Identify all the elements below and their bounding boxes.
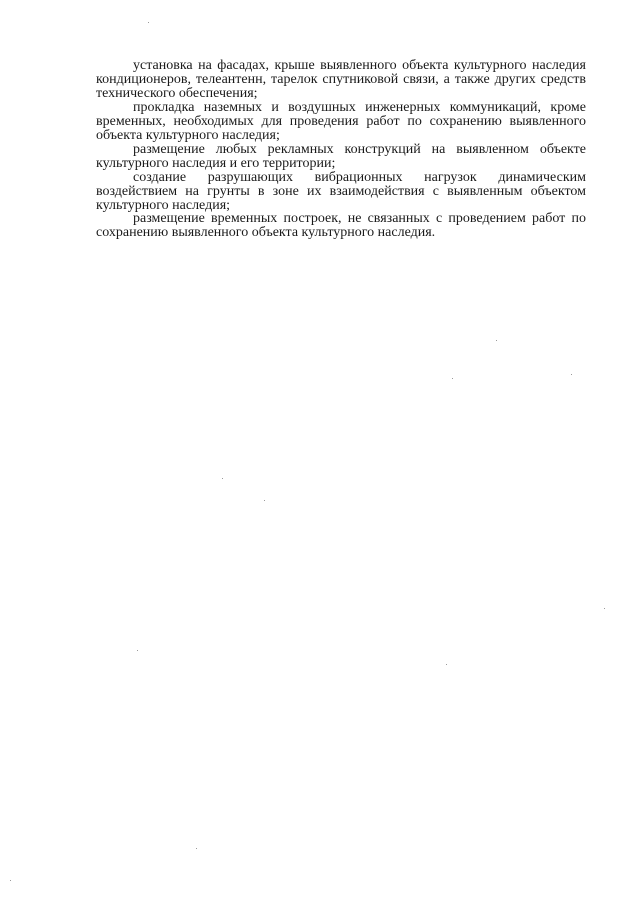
scan-speck <box>222 478 223 479</box>
paragraph-temporary-buildings: размещение временных построек, не связанных с проведением работ по сохранению выявленного объекта культурного наследия. <box>96 211 586 241</box>
scan-speck <box>137 650 138 651</box>
scan-speck <box>10 880 11 881</box>
scan-speck <box>264 500 265 501</box>
scan-speck <box>604 608 605 609</box>
scan-speck <box>452 378 453 379</box>
document-body <box>96 59 586 240</box>
scan-speck <box>196 848 197 849</box>
paragraph-facade-equipment: установка на фасадах, крыше выявленного объекта культурного наследия кондиционеров, телеантенн, тарелок спутниковой связи, а также других средств технического обеспечения; <box>96 58 586 101</box>
scan-speck <box>571 374 572 375</box>
scan-speck <box>148 22 149 23</box>
paragraph-advertising: размещение любых рекламных конструкций на выявленном объекте культурного наследия и его территории; <box>96 141 586 171</box>
paragraph-vibration-loads: создание разрушающих вибрационных нагрузок динамическим воздействием на грунты в зоне их взаимодействия с выявленным объектом культурного наследия; <box>96 169 586 213</box>
scan-speck <box>446 664 447 665</box>
scan-speck <box>496 340 497 341</box>
paragraph-utility-lines: прокладка наземных и воздушных инженерных коммуникаций, кроме временных, необходимых для проведения работ по сохранению выявленного объекта культурного наследия; <box>96 99 586 143</box>
